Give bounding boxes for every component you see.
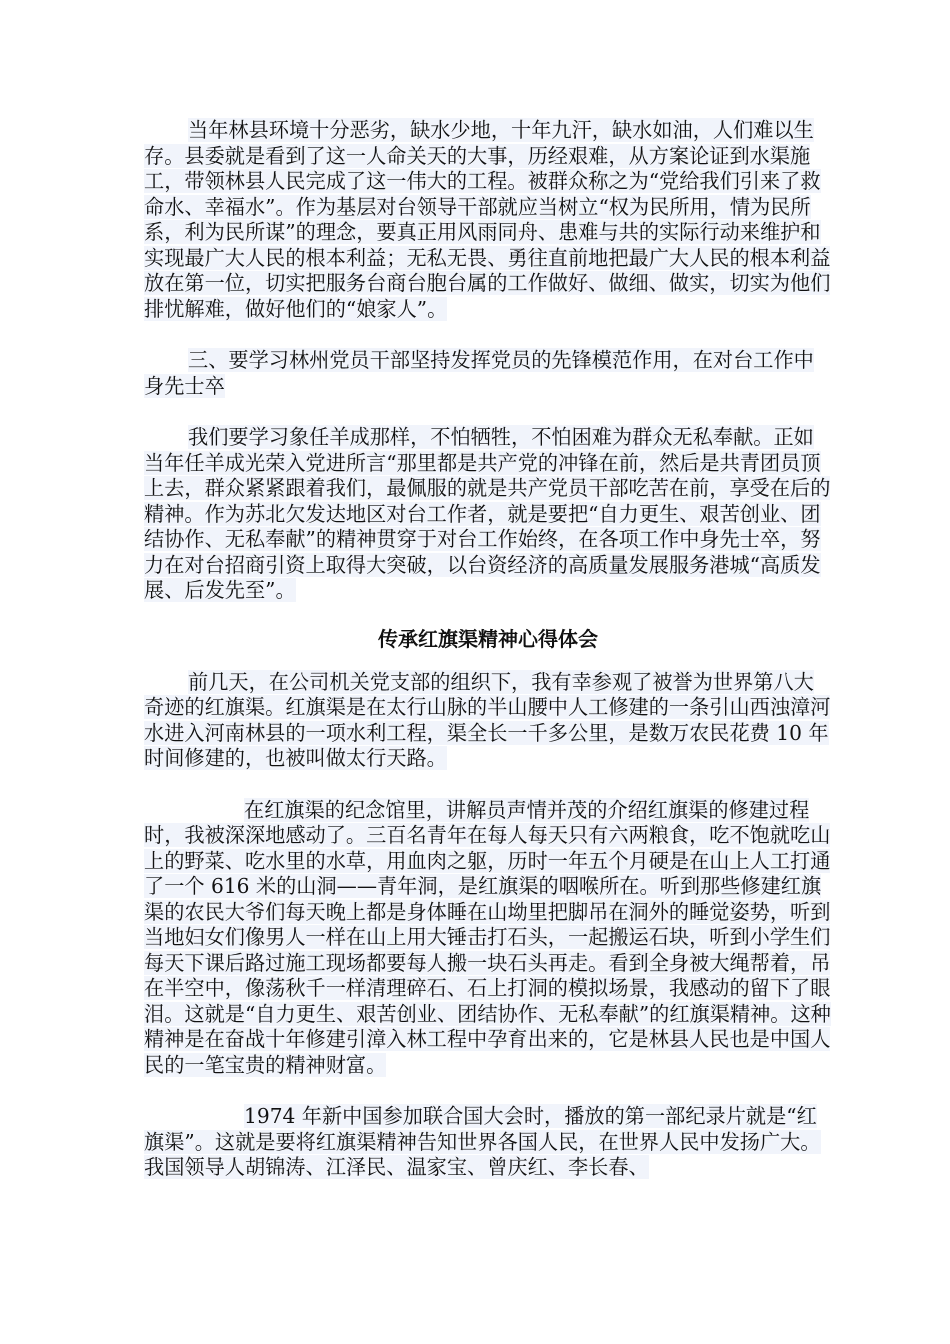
section-title: 传承红旗渠精神心得体会 (378, 626, 598, 651)
paragraph-text: 在红旗渠的纪念馆里，讲解员声情并茂的介绍红旗渠的修建过程时，我被深深地感动了。三百名青年在每人每天只有六两粮食，吃不饱就吃山上的野菜、吃水里的水草，用血肉之躯，历时一年五个月硬是在山上人工打通了一个 616 米的山洞——青年洞，是红旗渠的咽喉所在。听到那些修建红旗渠的农民大爷们每天晚上都是身体睡在山坳里把脚吊在洞外的睡觉姿势，听到当地妇女们像男人一样在山上用大锤击打石头，一起搬运石块，听到小学生们每天下课后路过施工现场都要每人搬一块石头再走。看到全身被大绳帮着，吊在半空中，像荡秋千一样清理碎石、石上打洞的模拟场景，我感动的留下了眼泪。这就是“自力更生、艰苦创业、团结协作、无私奉献”的红旗渠精神。这种精神是在奋战十年修建引漳入林工程中孕育出来的，它是林县人民也是中国人民的一笔宝贵的精神财富。 (144, 797, 831, 1077)
paragraph-3 (144, 425, 832, 604)
paragraph-text: 三、要学习林州党员干部坚持发挥党员的先锋模范作用，在对台工作中身先士卒 (144, 348, 814, 398)
paragraph-4 (144, 670, 832, 772)
paragraph-5 (144, 798, 832, 1079)
paragraph-text: 我们要学习象任羊成那样，不怕牺牲，不怕困难为群众无私奉献。正如当年任羊成光荣入党进所言“那里都是共产党的冲锋在前，然后是共青团员顶上去，群众紧紧跟着我们，最佩服的就是共产党员干部吃苦在前，享受在后的精神。作为苏北欠发达地区对台工作者，就是要把“自力更生、艰苦创业、团结协作、无私奉献”的精神贯穿于对台工作始终，在各项工作中身先士卒，努力在对台招商引资上取得大突破，以台资经济的高质量发展服务港城“高质发展、后发先至”。 (144, 425, 831, 602)
document-body (144, 118, 832, 1207)
paragraph-6 (144, 1104, 832, 1181)
paragraph-text: 1974 年新中国参加联合国大会时，播放的第一部纪录片就是“红旗渠”。这就是要将红旗渠精神告知世界各国人民，在世界人民中发扬广大。我国领导人胡锦涛、江泽民、温家宝、曾庆红、李长春、 (144, 1104, 821, 1179)
paragraph-1 (144, 118, 832, 322)
paragraph-text: 当年林县环境十分恶劣，缺水少地，十年九汗，缺水如油，人们难以生存。县委就是看到了这一人命关天的大事，历经艰难，从方案论证到水渠施工，带领林县人民完成了这一伟大的工程。被群众称之为“党给我们引来了救命水、幸福水”。作为基层对台领导干部就应当树立“权为民所用，情为民所系，利为民所谋”的理念，要真正用风雨同舟、患难与共的实际行动来维护和实现最广大人民的根本利益；无私无畏、勇往直前地把最广大人民的根本利益放在第一位，切实把服务台商台胞台属的工作做好、做细、做实，切实为他们排忧解难，做好他们的“娘家人”。 (144, 118, 831, 321)
paragraph-text: 前几天，在公司机关党支部的组织下，我有幸参观了被誉为世界第八大奇迹的红旗渠。红旗渠是在太行山脉的半山腰中人工修建的一条引山西浊漳河水进入河南林县的一项水利工程，渠全长一千多公里，是数万农民花费 10 年时间修建的，也被叫做太行天路。 (144, 669, 831, 770)
paragraph-2 (144, 348, 832, 399)
